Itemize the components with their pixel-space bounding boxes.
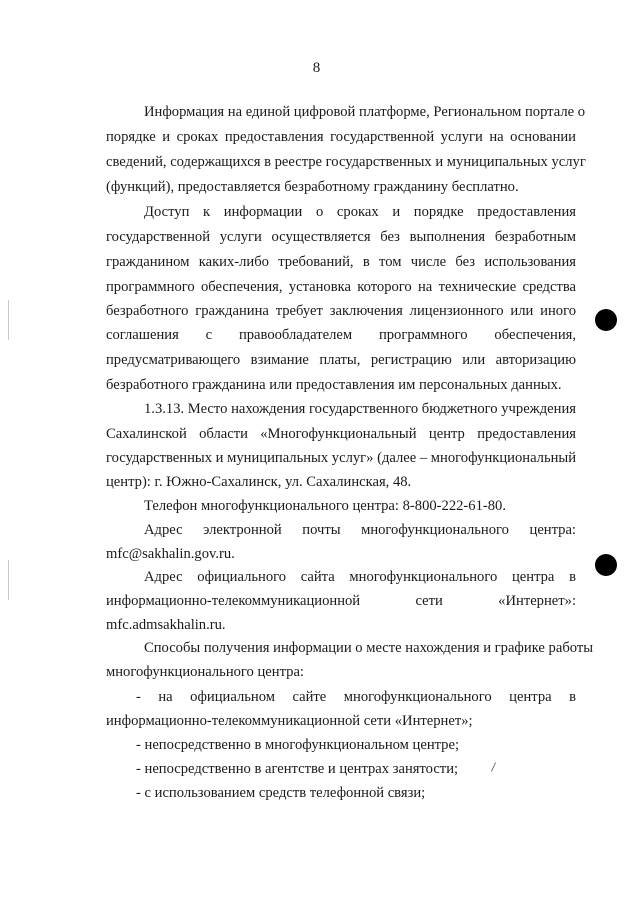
paragraph-2-line-1: Доступ к информации о сроках и порядке предоставления <box>144 204 576 220</box>
ways-line-2: многофункционального центра: <box>106 664 304 680</box>
scan-edge-mark-left-2 <box>8 560 9 600</box>
paragraph-1-line-4: (функций), предоставляется безработному гражданину бесплатно. <box>106 179 519 195</box>
ways-line-1: Способы получения информации о месте нахождения и графике работы <box>144 640 594 656</box>
paragraph-2-line-5: безработного гражданина требует заключения лицензионного или иного <box>106 303 576 319</box>
page-number: 8 <box>312 60 321 76</box>
paragraph-2-line-8: безработного гражданина или предоставления им персональных данных. <box>106 377 562 393</box>
scan-edge-mark-left <box>8 300 9 340</box>
punch-hole-bottom <box>595 554 617 576</box>
list-item-3: - непосредственно в агентстве и центрах занятости; <box>136 761 459 777</box>
paragraph-3-line-2: Сахалинской области «Многофункциональный центр предоставления <box>106 426 576 442</box>
paragraph-3-line-3: государственных и муниципальных услуг» (далее – многофункциональный <box>106 450 577 466</box>
scan-mark <box>491 762 496 771</box>
paragraph-2-line-3: гражданином каких-либо требований, в том числе без использования <box>106 254 576 270</box>
paragraph-3-line-4: центр): г. Южно-Сахалинск, ул. Сахалинская, 48. <box>106 474 412 490</box>
list-item-1-line-2: информационно-телекоммуникационной сети «Интернет»; <box>106 713 473 729</box>
list-item-4: - с использованием средств телефонной связи; <box>136 785 426 801</box>
email-address: mfc@sakhalin.gov.ru. <box>106 546 235 562</box>
site-label-line-2: информационно-телекоммуникационной сети «Интернет»: <box>106 593 576 609</box>
email-label-line: Адрес электронной почты многофункционального центра: <box>144 522 576 538</box>
paragraph-2-line-7: предусматривающего взимание платы, регистрацию или авторизацию <box>106 352 576 368</box>
paragraph-1-line-3: сведений, содержащихся в реестре государственных и муниципальных услуг <box>106 154 586 170</box>
phone-line: Телефон многофункционального центра: 8-800-222-61-80. <box>144 498 506 514</box>
paragraph-1-line-2: порядке и сроках предоставления государственной услуги на основании <box>106 129 576 145</box>
site-address: mfc.admsakhalin.ru. <box>106 617 226 633</box>
list-item-1-line-1: - на официальном сайте многофункционального центра в <box>136 689 576 705</box>
paragraph-2-line-2: государственной услуги осуществляется без выполнения безработным <box>106 229 576 245</box>
punch-hole-top <box>595 309 617 331</box>
paragraph-3-line-1: 1.3.13. Место нахождения государственного бюджетного учреждения <box>144 401 576 417</box>
site-label-line-1: Адрес официального сайта многофункционального центра в <box>144 569 576 585</box>
paragraph-2-line-6: соглашения с правообладателем программного обеспечения, <box>106 327 576 343</box>
paragraph-1-line-1: Информация на единой цифровой платформе, Региональном портале о <box>144 104 586 120</box>
list-item-2: - непосредственно в многофункциональном центре; <box>136 737 460 753</box>
paragraph-2-line-4: программного обеспечения, установка которого на технические средства <box>106 279 576 295</box>
